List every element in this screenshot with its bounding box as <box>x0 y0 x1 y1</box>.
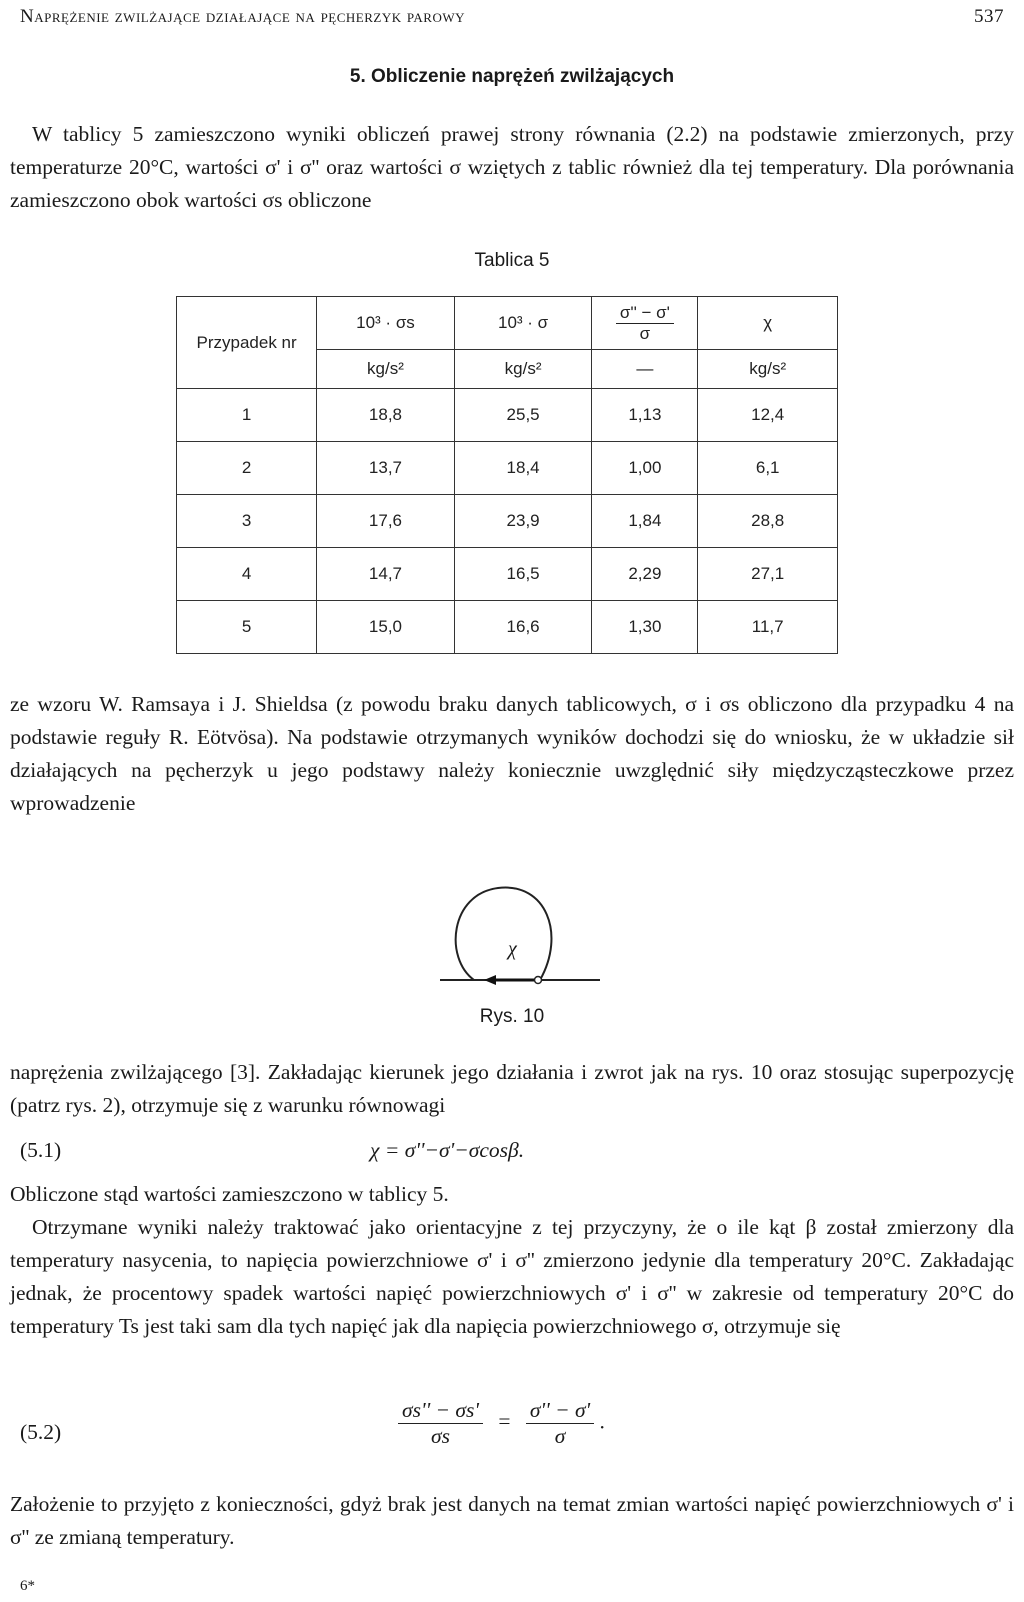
table-cell: 25,5 <box>454 389 592 442</box>
paragraph-6-text: Założenie to przyjęto z konieczności, gdyż brak jest danych na temat zmian wartości napięć powierzchniowych σ' i σ'' ze zmianą temperatury. <box>10 1492 1014 1549</box>
table-cell: 18,4 <box>454 442 592 495</box>
table-cell: 23,9 <box>454 495 592 548</box>
paragraph-2 <box>10 688 1014 820</box>
table-cell: 2 <box>177 442 317 495</box>
header-case-no: Przypadek nr <box>177 297 317 389</box>
paragraph-3-text: naprężenia zwilżającego [3]. Zakładając kierunek jego działania i zwrot jak na rys. 10 oraz stosując superpozycję (patrz rys. 2), otrzymuje się z warunku równowagi <box>10 1060 1014 1117</box>
table-cell: 11,7 <box>698 601 838 654</box>
paragraph-1 <box>10 118 1014 217</box>
table-cell: 1,00 <box>592 442 698 495</box>
equation-5-2-expr: $\frac{\sigma s'' - \sigma s'}{\sigma s}$ = $\frac{\sigma'' - \sigma'}{\sigma}$ . <box>398 1398 605 1449</box>
paragraph-2-text: ze wzoru W. Ramsaya i J. Shieldsa (z powodu braku danych tablicowych, σ i σs obliczono dla przypadku 4 na podstawie reguły R. Eötvösa). Na podstawie otrzymanych wyników dochodzi się do wniosku, że w układzie sił działających na pęcherzyk u jego podstawy należy koniecznie uwzględnić siły międzycząsteczkowe przez wprowadzenie <box>10 692 1014 815</box>
paragraph-1-text: W tablicy 5 zamieszczono wyniki obliczeń prawej strony równania (2.2) na podstawie zmierzonych, przy temperaturze 20°C, wartości σ' i σ'' oraz wartości σ wziętych z tablic również dla tej temperatury. Dla porównania zamieszczono obok wartości σs obliczone <box>10 122 1014 212</box>
table-cell: 27,1 <box>698 548 838 601</box>
footer-signature-mark: 6* <box>20 1578 35 1594</box>
unit-ratio: — <box>592 350 698 389</box>
header-sigma: 10³ · σ <box>454 297 592 350</box>
equation-5-2 <box>10 1398 1014 1476</box>
equation-5-1 <box>10 1138 1014 1172</box>
equation-5-2-lhs-den: σs <box>431 1424 450 1448</box>
table-cell: 1,30 <box>592 601 698 654</box>
table-row <box>177 442 838 495</box>
paragraph-5-text: Otrzymane wyniki należy traktować jako orientacyjne z tej przyczyny, że o ile kąt β został zmierzony dla temperatury nasycenia, to napięcia powierzchniowe σ' i σ'' zmierzono jedynie dla temperatury 20°C. Zakładając jednak, że procentowy spadek wartości napięć powierzchniowych σ' i σ'' w zakresie od temperatury 20°C do temperatury Ts jest taki sam dla tych napięć jak dla napięcia powierzchniowego σ, otrzymuje się <box>10 1215 1014 1338</box>
figure-caption: Rys. 10 <box>479 1006 545 1027</box>
table-cell: 5 <box>177 601 317 654</box>
table-row <box>177 548 838 601</box>
table-header-row <box>177 297 838 350</box>
table-cell: 2,29 <box>592 548 698 601</box>
equation-5-2-rhs-num: σ'' − σ' <box>526 1398 594 1424</box>
table-cell: 14,7 <box>317 548 455 601</box>
running-head-title: Naprężenie zwilżające działające na pęcherzyk parowy <box>20 6 466 27</box>
bubble-diagram <box>440 876 600 988</box>
paragraph-3 <box>10 1056 1014 1122</box>
unit-chi: kg/s² <box>698 350 838 389</box>
data-table <box>176 296 838 654</box>
table-cell: 16,5 <box>454 548 592 601</box>
equation-5-1-body: χ = σ''−σ'−σcosβ. <box>370 1138 525 1162</box>
header-chi: χ <box>698 297 838 350</box>
table-cell: 18,8 <box>317 389 455 442</box>
table-cell: 16,6 <box>454 601 592 654</box>
paragraph-4 <box>10 1178 1014 1211</box>
paragraph-6 <box>10 1488 1014 1554</box>
equation-5-2-rhs <box>526 1398 594 1449</box>
equation-5-2-rhs-den: σ <box>554 1424 566 1448</box>
table-cell: 12,4 <box>698 389 838 442</box>
table-cell: 6,1 <box>698 442 838 495</box>
chi-label: χ <box>508 938 517 960</box>
unit-sigma: kg/s² <box>454 350 592 389</box>
paragraph-4-text: Obliczone stąd wartości zamieszczono w tablicy 5. <box>10 1182 449 1206</box>
equation-5-2-lhs <box>398 1398 483 1449</box>
table-cell: 1,84 <box>592 495 698 548</box>
paragraph-5 <box>10 1211 1014 1343</box>
header-ratio <box>592 297 698 350</box>
table-caption: Tablica 5 <box>474 250 550 271</box>
table-cell: 3 <box>177 495 317 548</box>
table-row <box>177 389 838 442</box>
header-ratio-fraction <box>616 303 674 344</box>
header-sigma-s: 10³ · σs <box>317 297 455 350</box>
table-row <box>177 495 838 548</box>
header-ratio-numerator: σ'' − σ' <box>616 303 674 324</box>
header-ratio-denominator: σ <box>639 323 651 343</box>
unit-sigma-s: kg/s² <box>317 350 455 389</box>
table-cell: 28,8 <box>698 495 838 548</box>
table-cell: 4 <box>177 548 317 601</box>
table-cell: 13,7 <box>317 442 455 495</box>
equation-5-2-lhs-num: σs'' − σs' <box>398 1398 483 1424</box>
table-cell: 17,6 <box>317 495 455 548</box>
equation-5-1-label: (5.1) <box>20 1138 62 1162</box>
table-cell: 1,13 <box>592 389 698 442</box>
table-cell: 15,0 <box>317 601 455 654</box>
table-row <box>177 601 838 654</box>
bubble-figure <box>440 876 600 988</box>
section-title: 5. Obliczenie naprężeń zwilżających <box>349 66 675 87</box>
table-cell: 1 <box>177 389 317 442</box>
page-number: 537 <box>974 6 1004 27</box>
equation-5-2-label: (5.2) <box>20 1420 62 1444</box>
